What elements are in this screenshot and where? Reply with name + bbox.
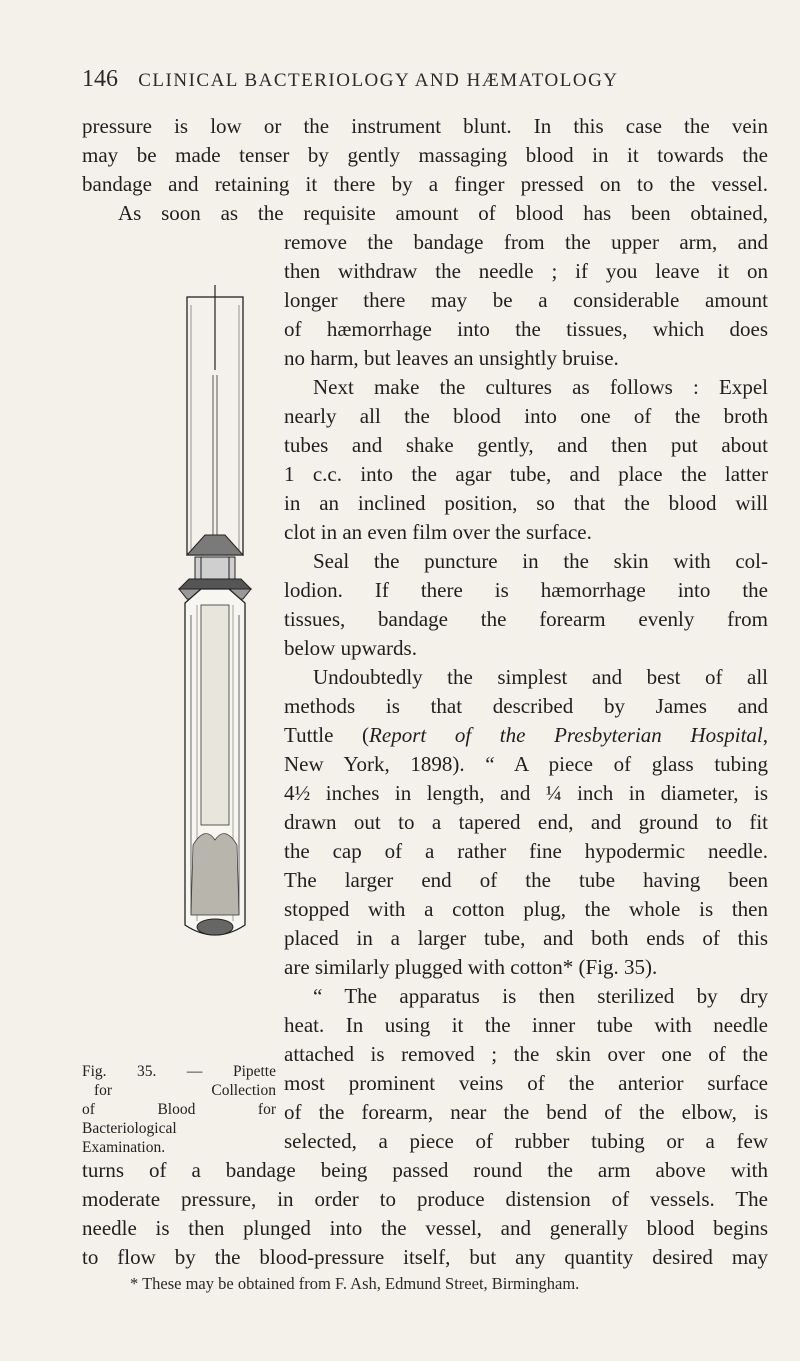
text-line: the cap of a rather fine hypodermic needle. xyxy=(284,839,768,863)
text-line: heat. In using it the inner tube with needle xyxy=(284,1013,768,1037)
text-line: New York, 1898). “ A piece of glass tubing xyxy=(284,752,768,776)
text-line: The larger end of the tube having been xyxy=(284,868,768,892)
text-line: 4½ inches in length, and ¼ inch in diameter, is xyxy=(284,781,768,805)
text-line: no harm, but leaves an unsightly bruise. xyxy=(284,346,619,370)
caption-line: for Collection xyxy=(94,1082,276,1099)
text-line: stopped with a cotton plug, the whole is then xyxy=(284,897,768,921)
footnote: * These may be obtained from F. Ash, Edmund Street, Birmingham. xyxy=(130,1274,580,1293)
text-line: tubes and shake gently, and then put about xyxy=(284,433,768,457)
text-line: moderate pressure, in order to produce distension of vessels. The xyxy=(82,1187,768,1211)
text-line: of the forearm, near the bend of the elbow, is xyxy=(284,1100,768,1124)
running-title: CLINICAL BACTERIOLOGY AND HÆMATOLOGY xyxy=(138,70,619,91)
text-line: placed in a larger tube, and both ends of this xyxy=(284,926,768,950)
cotton-plug-top xyxy=(187,535,243,555)
text-line: attached is removed ; the skin over one of the xyxy=(284,1042,768,1066)
text-line: Tuttle (Report of the Presbyterian Hospital, xyxy=(284,723,768,747)
text-line: then withdraw the needle ; if you leave it on xyxy=(284,259,768,283)
text-line: longer there may be a considerable amount xyxy=(284,288,768,312)
caption-line: Fig. 35. — Pipette xyxy=(82,1063,276,1080)
text-line: pressure is low or the instrument blunt. In this case the vein xyxy=(82,114,768,138)
text-line: most prominent veins of the anterior surface xyxy=(284,1071,768,1095)
text-line: selected, a piece of rubber tubing or a few xyxy=(284,1129,768,1153)
text-line: bandage and retaining it there by a finger pressed on to the vessel. xyxy=(82,172,768,196)
text-line: are similarly plugged with cotton* (Fig. 35). xyxy=(284,955,658,979)
text-line: clot in an even film over the surface. xyxy=(284,520,592,544)
text-line: drawn out to a tapered end, and ground to fit xyxy=(284,810,768,834)
text-line: may be made tenser by gently massaging blood in it towards the xyxy=(82,143,768,167)
text-line: below upwards. xyxy=(284,636,417,660)
caption-line: Bacteriological xyxy=(82,1120,177,1137)
text-line: As soon as the requisite amount of blood has been obtained, xyxy=(118,201,768,225)
text-line: of hæmorrhage into the tissues, which does xyxy=(284,317,768,341)
text-line: to flow by the blood-pressure itself, but any quantity desired may xyxy=(82,1245,768,1269)
caption-line: Examination. xyxy=(82,1139,166,1156)
text-line: Next make the cultures as follows : Expel xyxy=(313,375,768,399)
text-line: tissues, bandage the forearm evenly from xyxy=(284,607,768,631)
citation-title: Report of the Presbyterian Hospital xyxy=(369,723,763,747)
text-line: 1 c.c. into the agar tube, and place the latter xyxy=(284,462,768,486)
pipette-figure xyxy=(165,285,265,945)
text-line: methods is that described by James and xyxy=(284,694,768,718)
text-line: nearly all the blood into one of the broth xyxy=(284,404,768,428)
text-line: lodion. If there is hæmorrhage into the xyxy=(284,578,768,602)
caption-line: of Blood for xyxy=(82,1101,276,1118)
text-line: Seal the puncture in the skin with col- xyxy=(313,549,768,573)
text-line: remove the bandage from the upper arm, and xyxy=(284,230,768,254)
text-line: Undoubtedly the simplest and best of all xyxy=(313,665,768,689)
cotton-plug-bottom xyxy=(191,834,239,915)
text-line: turns of a bandage being passed round the arm above with xyxy=(82,1158,768,1182)
running-header xyxy=(82,66,762,100)
text-line: needle is then plunged into the vessel, and generally blood begins xyxy=(82,1216,768,1240)
text-line: “ The apparatus is then sterilized by dry xyxy=(313,984,768,1008)
page-number: 146 xyxy=(82,66,118,92)
text-line: in an inclined position, so that the blood will xyxy=(284,491,768,515)
figure-caption xyxy=(82,1062,276,1157)
